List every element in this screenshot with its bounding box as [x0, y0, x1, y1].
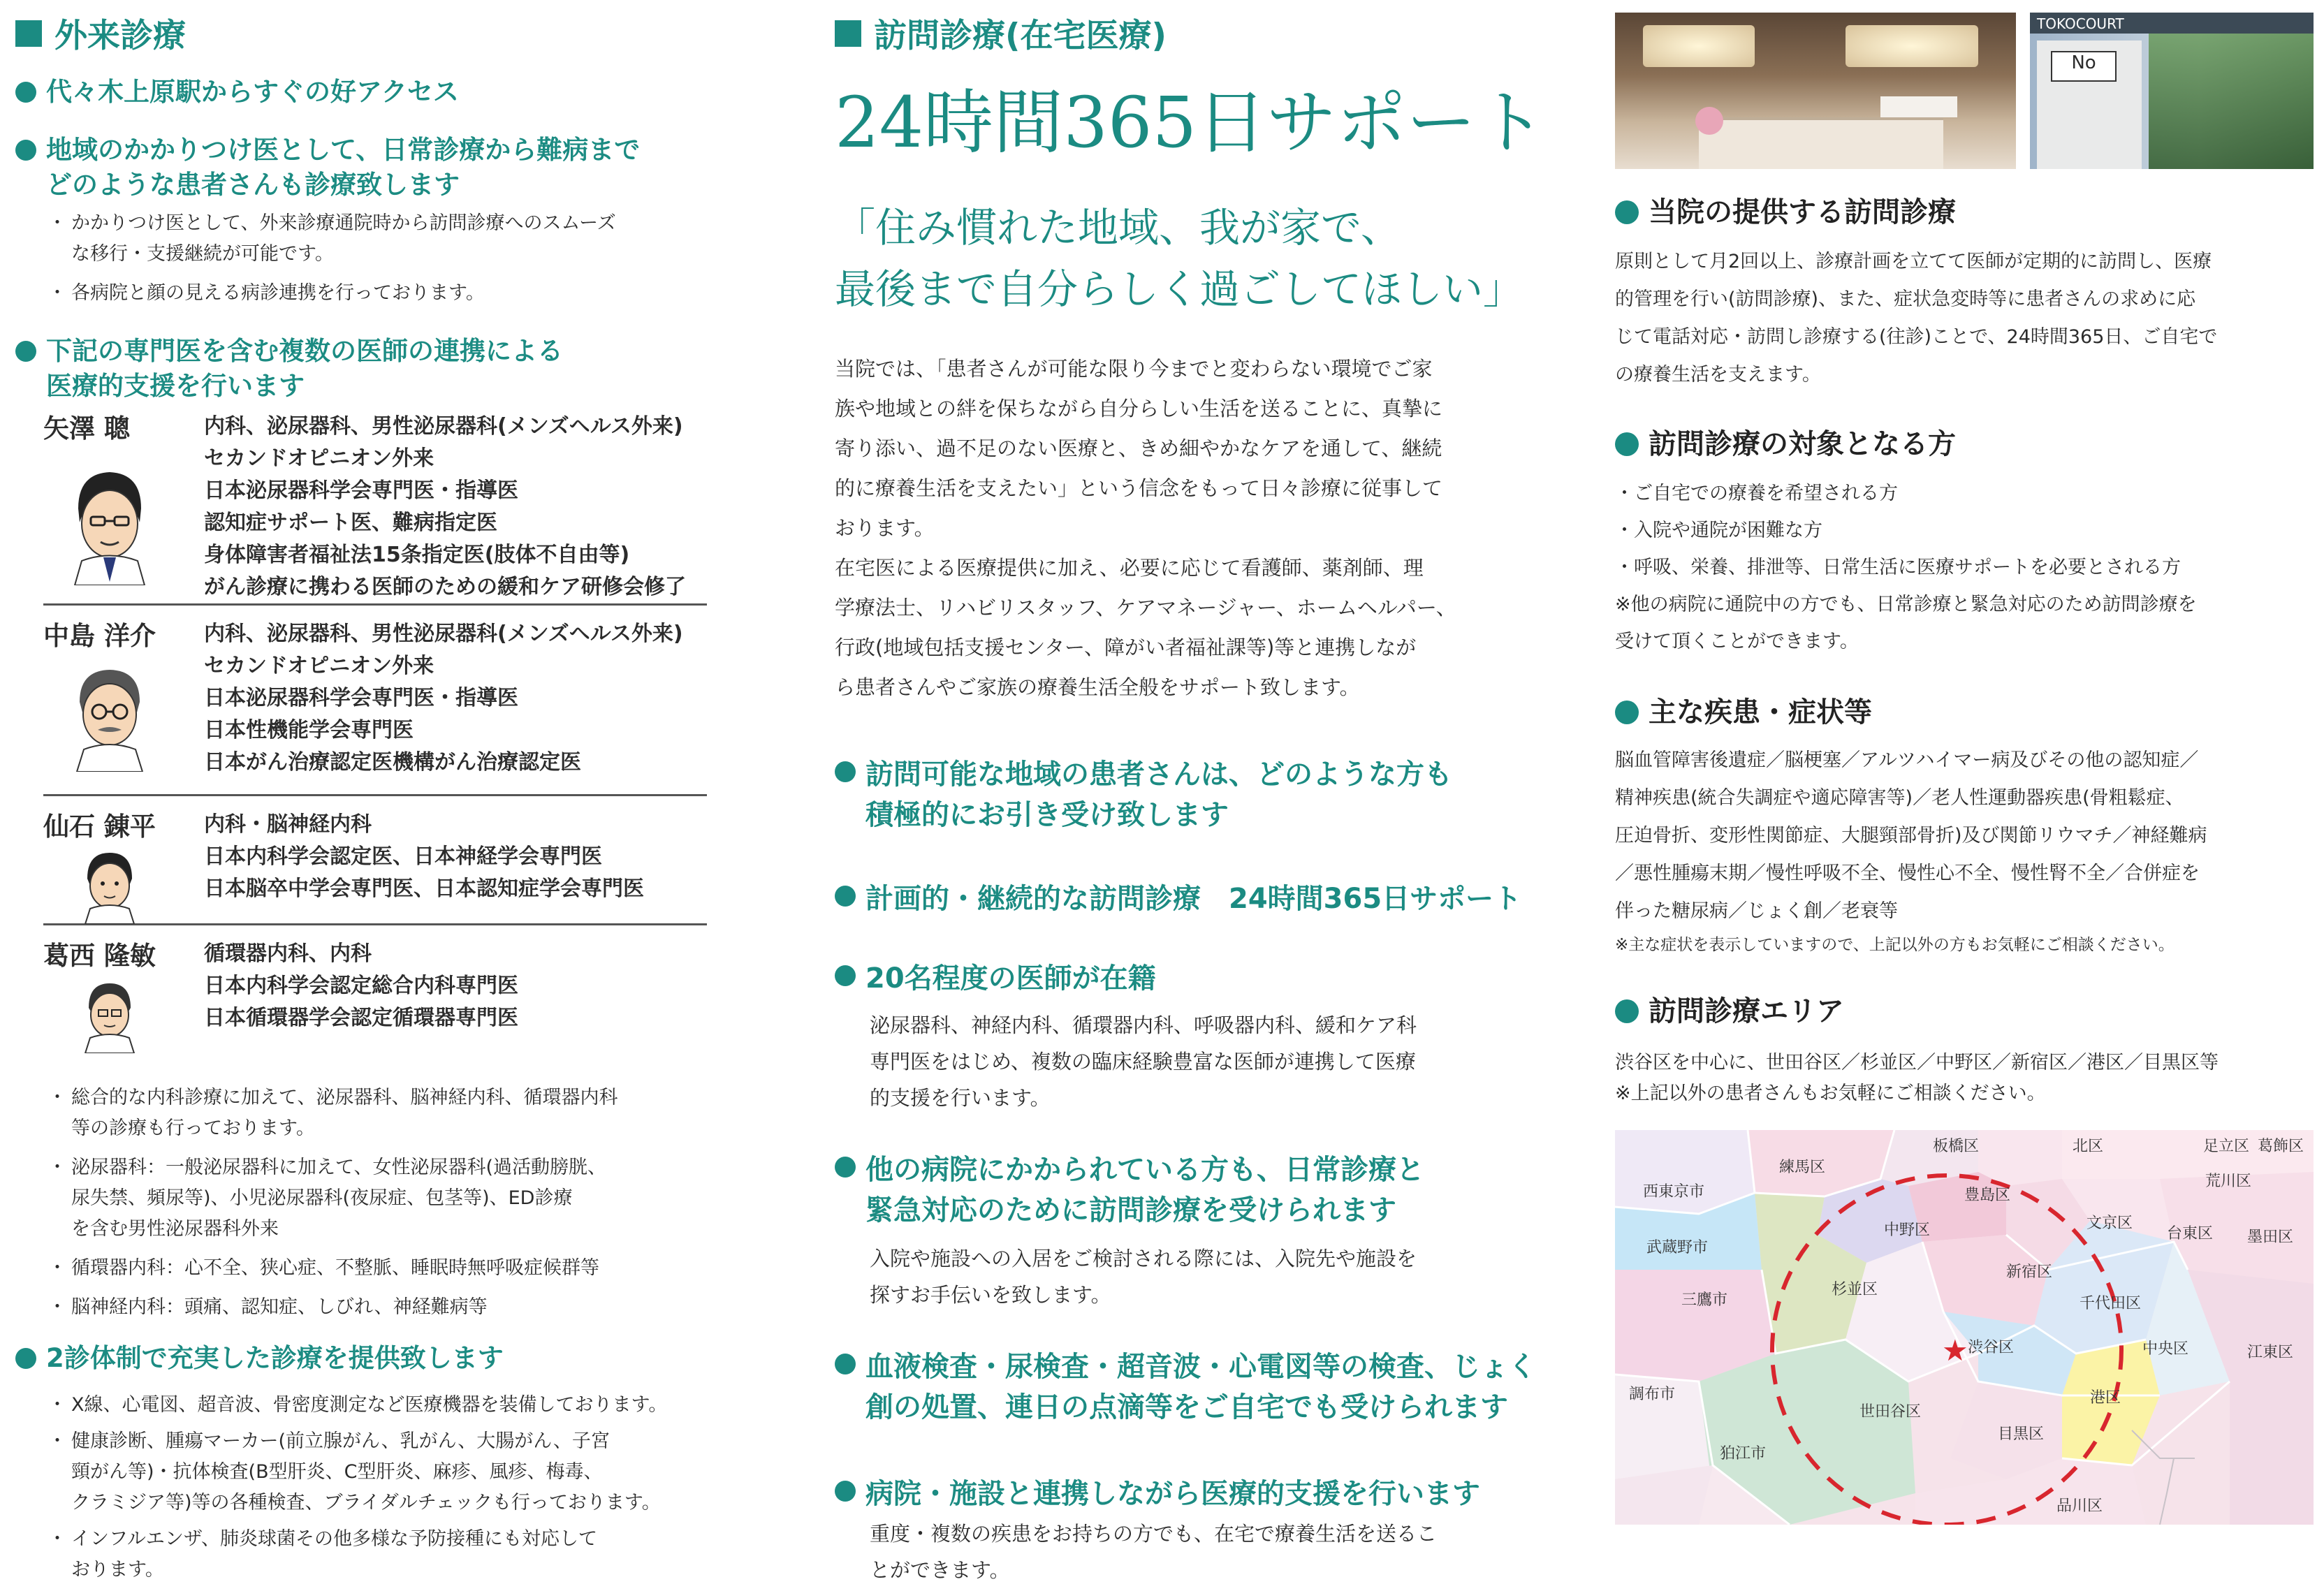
- ward-label: 足立区: [2203, 1137, 2250, 1154]
- bullet-icon: [1615, 999, 1639, 1023]
- family-doctor-details: [43, 208, 707, 309]
- ward-label: 調布市: [1629, 1385, 1676, 1402]
- doctor-portrait: [75, 976, 145, 1053]
- ward-label: 墨田区: [2247, 1228, 2294, 1245]
- ward-label: 板橋区: [1933, 1137, 1980, 1154]
- two-doctor-point: 2診体制で充実した診療を提供致します: [15, 1341, 504, 1376]
- doctor-qualifications: 内科、泌尿器科、男性泌尿器科(メンズヘルス外来) セカンドオピニオン外来 日本泌尿器科学会専門医・指導医 日本性機能学会専門医 日本がん治療認定医機構がん治療認定医: [204, 622, 683, 775]
- doctor-entry: [43, 809, 707, 914]
- ward-label: 北区: [2073, 1137, 2104, 1154]
- ward-label: 荒川区: [2205, 1172, 2252, 1189]
- ward-label: 文京区: [2087, 1214, 2133, 1231]
- target-body: ・ご自宅での療養を希望される方 ・入院や通院が困難な方 ・呼吸、栄養、排泄等、日常生活に医療サポートを必要とされる方 ※他の病院に通院中の方でも、日常診療と緊急対応のため訪問診療を 受けて頂くことができます。: [1615, 483, 2197, 652]
- bullet-icon: [835, 761, 856, 782]
- list-item: ・ 健康診断、腫瘍マーカー(前立腺がん、乳がん、大腸がん、子宮 頸がん等)・抗体検査(B型肝炎、C型肝炎、麻疹、風疹、梅毒、 クラミジア等)等の各種検査、ブライダルチェックも行っております。: [47, 1430, 661, 1513]
- ward-label: 西東京市: [1643, 1182, 1705, 1200]
- specialists-point: 下記の専門医を含む複数の医師の連携による 医療的支援を行います: [15, 334, 563, 404]
- square-icon: [15, 20, 42, 47]
- ward-label: 杉並区: [1832, 1280, 1878, 1298]
- list-item: ・ 泌尿器科：一般泌尿器科に加えて、女性泌尿器科(過活動膀胱、 尿失禁、頻尿等)、小児泌尿器科(夜尿症、包茎等)、ED診療 を含む男性泌尿器科外来: [47, 1157, 606, 1240]
- family-doctor-point: 地域のかかりつけ医として、日常診療から難病まで どのような患者さんも診療致します: [15, 133, 640, 203]
- bullet-icon: [1615, 432, 1639, 456]
- doctor-entry: [43, 411, 707, 599]
- outpatient-title: 外来診療: [15, 10, 186, 57]
- home-visit-title: 訪問診療(在宅医療): [835, 10, 1167, 57]
- bullet-icon: [835, 1481, 856, 1502]
- ward-label: 豊島区: [1964, 1186, 2011, 1203]
- doctor-count-body: 泌尿器科、神経内科、循環器内科、呼吸器内科、緩和ケア科 専門医をはじめ、複数の臨床経験豊富な医師が連携して医療 的支援を行います。: [870, 1013, 1417, 1110]
- ward-label: 品川区: [2056, 1497, 2103, 1514]
- bullet-icon: [1615, 701, 1639, 724]
- bullet-icon: [835, 1354, 856, 1374]
- ward-label: 中央区: [2142, 1340, 2189, 1357]
- doctor-count-point: 20名程度の医師が在籍: [835, 958, 1156, 999]
- list-item: ・ 脳神経内科：頭痛、認知症、しびれ、神経難病等: [47, 1296, 488, 1318]
- collaboration-point: 病院・施設と連携しながら医療的支援を行います: [835, 1474, 1480, 1514]
- doctor-portrait: [57, 460, 162, 585]
- ward-label: 中野区: [1884, 1221, 1931, 1238]
- quote: 「住み慣れた地域、我が家で、 最後まで自分らしく過ごしてほしい」: [835, 204, 1524, 313]
- ward-label: 葛飾区: [2258, 1137, 2304, 1154]
- conditions-body: 脳血管障害後遺症／脳梗塞／アルツハイマー病及びその他の認知症／ 精神疾患(統合失調症や適応障害等)／老人性運動器疾患(骨粗鬆症、 圧迫骨折、変形性関節症、大腿頸部骨折)及び関節リウマチ／神経難病 ／悪性腫瘍末期／慢性呼吸不全、慢性心不全、慢性腎不全／合併症を 伴った糖尿病／じょく創／老衰等: [1615, 749, 2207, 922]
- conditions-note: ※主な症状を表示していますので、上記以外の方もお気軽にご相談ください。: [1615, 936, 2175, 954]
- doctor-name: 矢澤 聰: [43, 413, 130, 443]
- area-heading: 訪問診療エリア: [1615, 993, 1844, 1029]
- doctor-name: 仙石 錬平: [43, 812, 156, 842]
- list-item: ・ インフルエンザ、肺炎球菌その他多様な予防接種にも対応して おります。: [47, 1528, 598, 1581]
- doctor-portrait: [75, 847, 145, 924]
- headline: 24時間365日サポート: [835, 82, 1547, 163]
- star-icon: ★: [1942, 1333, 1968, 1368]
- other-hospital-point: 他の病院にかかられている方も、日常診療と 緊急対応のために訪問診療を受けられます: [835, 1150, 1424, 1231]
- list-item: ・ 総合的な内科診療に加えて、泌尿器科、脳神経内科、循環器内科 等の診療も行っております。: [47, 1087, 618, 1139]
- list-item: ・ X線、心電図、超音波、骨密度測定など医療機器を装備しております。: [47, 1394, 668, 1416]
- outpatient-department-details: [43, 1083, 707, 1323]
- bullet-icon: [835, 965, 856, 986]
- ward-label: 台東区: [2167, 1224, 2214, 1242]
- area-map: [1615, 1130, 2314, 1525]
- doctor-name: 中島 洋介: [43, 621, 156, 651]
- bullet-icon: [15, 1348, 36, 1369]
- doctor-portrait: [64, 660, 155, 772]
- ward-label: 三鷹市: [1681, 1291, 1728, 1308]
- ward-label: 練馬区: [1779, 1158, 1826, 1175]
- square-icon: [835, 20, 861, 47]
- examination-details: [43, 1390, 707, 1585]
- area-body: 渋谷区を中心に、世田谷区／杉並区／中野区／新宿区／港区／目黒区等 ※上記以外の患者さんもお気軽にご相談ください。: [1615, 1052, 2219, 1104]
- building-photo: TOKOCOURT No: [2030, 13, 2314, 169]
- ward-label: 狛江市: [1720, 1444, 1767, 1462]
- ward-label: 世田谷区: [1859, 1402, 1922, 1420]
- service-body: 原則として月2回以上、診療計画を立てて医師が定期的に訪問し、医療 的管理を行い(訪問診療)、また、症状急変時等に患者さんの求めに応 じて電話対応・訪問し診療する(往診)ことで、24時間365日、ご自宅で の療養生活を支えます。: [1615, 251, 2218, 386]
- reception-photo: [1615, 13, 2016, 169]
- divider: [43, 603, 707, 606]
- bullet-icon: [15, 341, 36, 362]
- collaboration-body: 重度・複数の疾患をお持ちの方でも、在宅で療養生活を送るこ とができます。: [870, 1522, 1438, 1582]
- list-item: ・ 循環器内科：心不全、狭心症、不整脈、睡眠時無呼吸症候群等: [47, 1257, 599, 1279]
- ward-label: 武蔵野市: [1646, 1238, 1709, 1256]
- ward-label: 江東区: [2247, 1343, 2294, 1361]
- continuous-care-point: 計画的・継続的な訪問診療 24時間365日サポート: [835, 879, 1521, 919]
- ward-label: 千代田区: [2080, 1294, 2142, 1312]
- bullet-icon: [15, 140, 36, 161]
- ward-label: 目黒区: [1998, 1425, 2045, 1442]
- home-test-point: 血液検査・尿検査・超音波・心電図等の検査、じょく 創の処置、連日の点滴等をご自宅でも受けられます: [835, 1347, 1536, 1428]
- doctor-qualifications: 循環器内科、内科 日本内科学会認定総合内科専門医 日本循環器学会認定循環器専門医: [204, 941, 518, 1030]
- ward-label: 新宿区: [2006, 1263, 2053, 1280]
- doctor-qualifications: 内科、泌尿器科、男性泌尿器科(メンズヘルス外来) セカンドオピニオン外来 日本泌尿器科学会専門医・指導医 認知症サポート医、難病指定医 身体障害者福祉法15条指定医(肢体不自由等) がん診療に携わる医師のための緩和ケア研修会修了: [204, 414, 686, 599]
- bullet-icon: [835, 1157, 856, 1178]
- service-heading: 当院の提供する訪問診療: [1615, 194, 1956, 230]
- ward-label: 渋谷区: [1968, 1338, 2015, 1356]
- intro-paragraph: 当院では、「患者さんが可能な限り今までと変わらない環境でご家 族や地域との絆を保ちながら自分らしい生活を送ることに、真摯に 寄り添い、過不足のない医療と、きめ細やかなケアを通して、継続 的に療養生活を支えたい」という信念をもって日々診療に従事して おります。 在宅医による医療提供に加え、必要に応じて看護師、薬剤師、理 学療法士、リハビリスタッフ、ケアマネージャー、ホームヘルパー、 行政(地域包括支援センター、障がい者福祉課等)等と連携しなが ら患者さんやご家族の療養生活全般をサポート致します。: [835, 357, 1456, 699]
- bullet-icon: [15, 82, 36, 103]
- ward-label: 港区: [2090, 1388, 2121, 1406]
- divider: [43, 794, 707, 796]
- doctor-entry: [43, 618, 707, 784]
- other-hospital-body: 入院や施設への入居をご検討される際には、入院先や施設を 探すお手伝いを致します。: [870, 1247, 1417, 1307]
- bullet-icon: [1615, 200, 1639, 224]
- target-heading: 訪問診療の対象となる方: [1615, 426, 1956, 462]
- doctor-list: [43, 411, 707, 1057]
- doctor-qualifications: 内科・脳神経内科 日本内科学会認定医、日本神経学会専門医 日本脳卒中学会専門医、日本認知症学会専門医: [204, 812, 644, 901]
- doctor-entry: [43, 938, 707, 1057]
- list-item: ・ 各病院と顔の見える病診連携を行っております。: [47, 282, 485, 304]
- bullet-icon: [835, 886, 856, 907]
- list-item: ・ かかりつけ医として、外来診療通院時から訪問診療へのスムーズ な移行・支援継続が可能です。: [47, 212, 616, 265]
- acceptance-point: 訪問可能な地域の患者さんは、どのような方も 積極的にお引き受け致します: [835, 754, 1452, 835]
- access-point: 代々木上原駅からすぐの好アクセス: [15, 75, 459, 110]
- conditions-heading: 主な疾患・症状等: [1615, 694, 1872, 731]
- doctor-name: 葛西 隆敏: [43, 941, 156, 971]
